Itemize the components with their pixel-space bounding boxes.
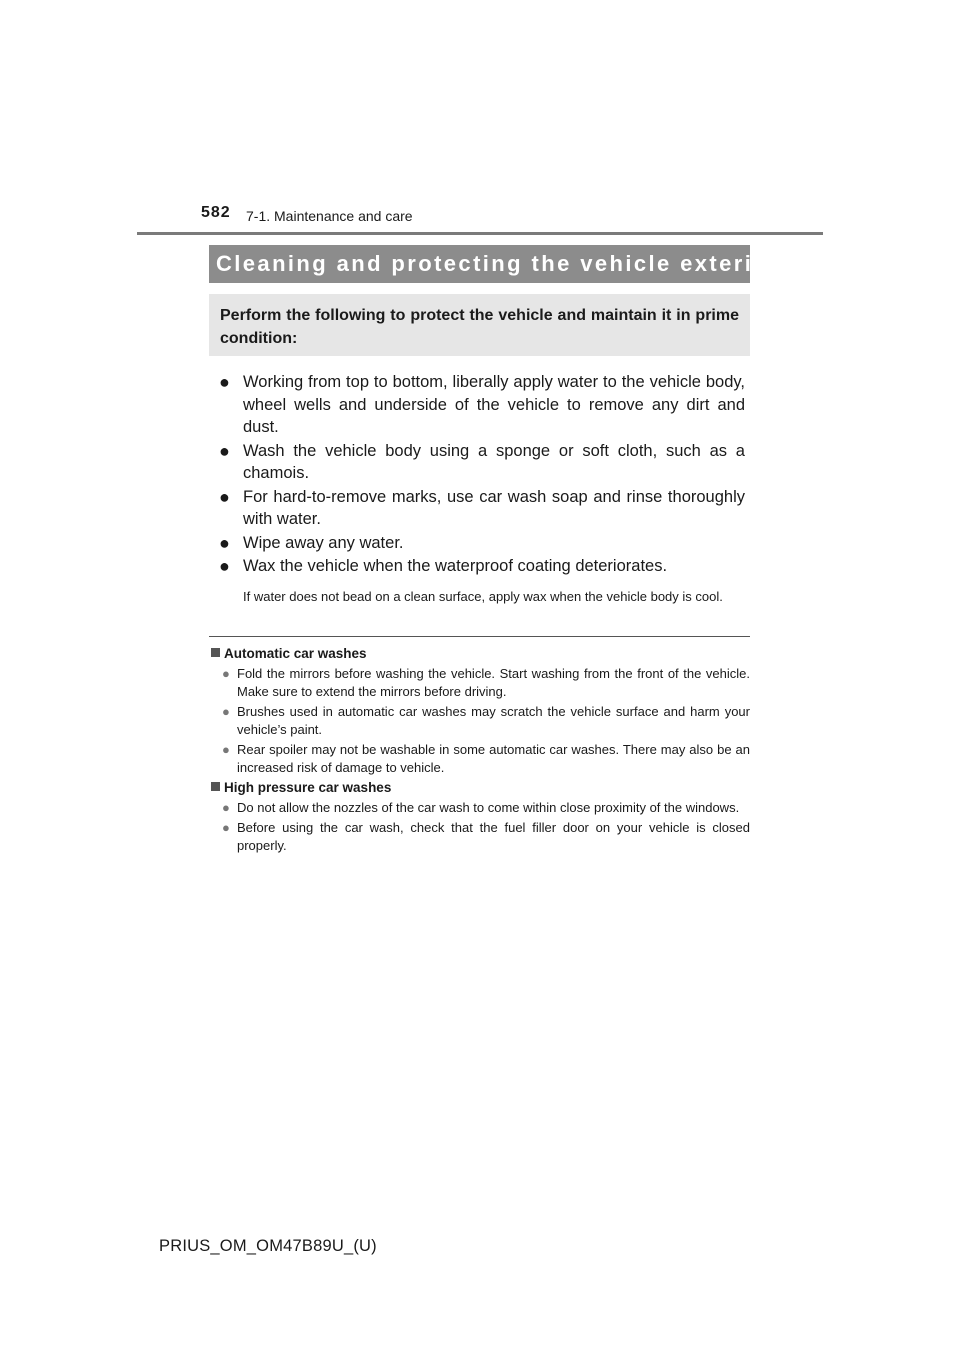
square-bullet-icon — [211, 648, 220, 657]
list-item-text: Working from top to bottom, liberally apply water to the vehicle body, wheel wells and underside of the vehicle to remove any dirt and dust. — [243, 373, 745, 436]
notes-item-text: Do not allow the nozzles of the car wash to come within close proximity of the windows. — [237, 800, 740, 815]
wax-note: If water does not bead on a clean surface, apply wax when the vehicle body is cool. — [243, 589, 723, 604]
list-item-text: Wax the vehicle when the waterproof coating deteriorates. — [243, 557, 668, 575]
notes-item-text: Before using the car wash, check that the fuel filler door on your vehicle is closed properly. — [237, 820, 750, 853]
page-number: 582 — [201, 204, 231, 221]
notes-item — [222, 741, 750, 777]
notes-heading — [211, 645, 750, 663]
bullet-icon: ● — [222, 666, 230, 681]
notes-item — [222, 665, 750, 701]
header-rule — [137, 232, 823, 235]
bullet-icon: ● — [222, 820, 230, 835]
list-item — [219, 486, 745, 531]
footer-doc-id: PRIUS_OM_OM47B89U_(U) — [159, 1237, 377, 1255]
bullet-icon: ● — [222, 704, 230, 719]
notes-heading-text: High pressure car washes — [224, 780, 392, 795]
bullet-icon: ● — [222, 800, 230, 815]
bullet-icon: ● — [222, 742, 230, 757]
bullet-icon: ● — [219, 440, 230, 461]
list-item-text: Wash the vehicle body using a sponge or soft cloth, such as a chamois. — [243, 441, 745, 482]
list-item — [219, 440, 745, 485]
divider — [209, 636, 750, 637]
bullet-icon: ● — [219, 372, 230, 392]
list-item — [219, 555, 745, 578]
notes-item-text: Brushes used in automatic car washes may scratch the vehicle surface and harm your vehicle’s paint. — [237, 704, 750, 737]
info-notes — [211, 643, 750, 855]
main-list — [219, 371, 745, 579]
bullet-icon: ● — [219, 556, 230, 576]
notes-item-text: Rear spoiler may not be washable in some automatic car washes. There may also be an increased risk of damage to vehicle. — [237, 742, 750, 775]
list-item — [219, 532, 745, 555]
notes-item — [222, 703, 750, 739]
notes-heading-text: Automatic car washes — [224, 646, 367, 661]
square-bullet-icon — [211, 782, 220, 791]
bullet-icon: ● — [219, 486, 230, 507]
page-title: Cleaning and protecting the vehicle exterior — [209, 245, 750, 283]
intro-box: Perform the following to protect the vehicle and maintain it in prime condition: — [209, 294, 750, 356]
notes-item-text: Fold the mirrors before washing the vehicle. Start washing from the front of the vehicle. Make sure to extend the mirrors before driving. — [237, 666, 750, 699]
list-item-text: Wipe away any water. — [243, 533, 404, 552]
list-item — [219, 371, 745, 439]
notes-heading — [211, 779, 750, 797]
notes-item — [222, 799, 750, 817]
section-label: 7-1. Maintenance and care — [246, 208, 413, 224]
bullet-icon: ● — [219, 532, 230, 553]
notes-item — [222, 819, 750, 855]
list-item-text: For hard-to-remove marks, use car wash soap and rinse thoroughly with water. — [243, 487, 745, 528]
